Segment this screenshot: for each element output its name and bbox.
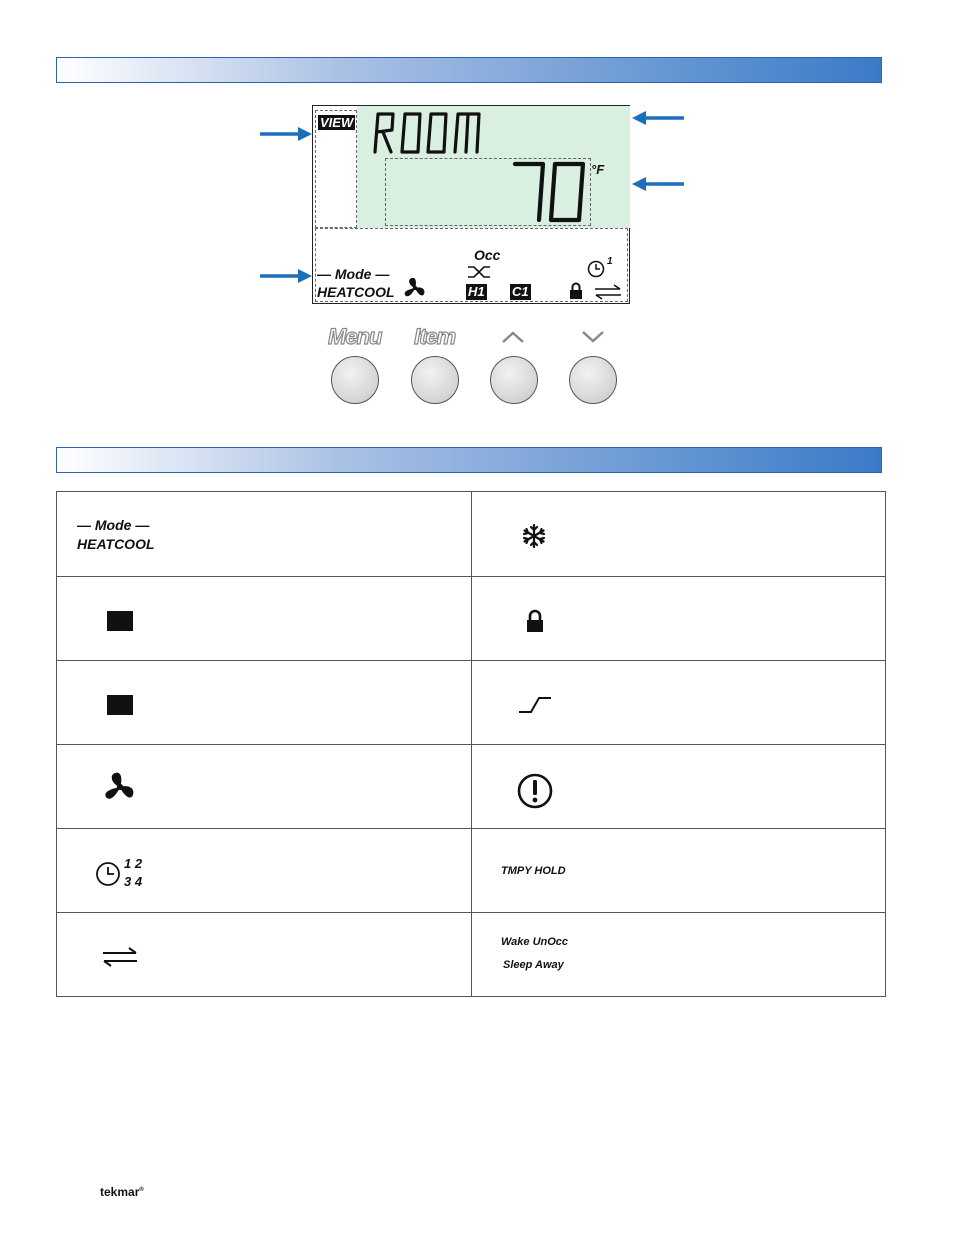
callout-arrow-number-field [630, 176, 686, 192]
occupancy-override-icon [517, 694, 553, 716]
schedule-digits-top: 1 2 [124, 856, 143, 871]
temperature-segment-value [509, 160, 589, 224]
legend-clock-schedule-icon [95, 861, 121, 887]
legend-mode-label: — Mode — [77, 517, 150, 533]
lcd-display [312, 105, 630, 304]
callout-arrow-item-field [630, 110, 686, 126]
sleep-away-label: Sleep Away [503, 959, 564, 971]
up-chevron-icon [501, 330, 525, 344]
callout-arrow-status-field [258, 268, 314, 284]
heat-stage-h1: H1 [468, 284, 485, 299]
lcd-item-field-left [357, 158, 385, 228]
room-segment-text [369, 110, 487, 156]
symbol-legend-table [56, 491, 886, 997]
legend-cool-stage-c1: C1 [109, 695, 131, 714]
lock-icon [569, 282, 583, 300]
menu-button-label: Menu [328, 324, 382, 349]
temperature-unit: °F [591, 162, 605, 177]
view-menu-label: VIEW [320, 115, 354, 130]
legend-network-communication-icon [101, 947, 139, 967]
section-header-bar-display [56, 57, 882, 83]
callout-arrow-view-menu [258, 126, 314, 142]
snowflake-icon [522, 524, 546, 548]
section-header-bar-symbols [56, 447, 882, 473]
legend-mode-value: HEATCOOL [77, 536, 155, 552]
occupancy-switch-icon [467, 264, 491, 280]
legend-fan-icon [103, 770, 137, 804]
down-button[interactable] [569, 356, 617, 404]
wake-unocc-label: Wake UnOcc [501, 936, 569, 948]
cool-stage-c1: C1 [512, 284, 529, 299]
item-button[interactable] [411, 356, 459, 404]
menu-button[interactable] [331, 356, 379, 404]
legend-lock-icon [525, 609, 545, 633]
mode-label: — Mode — [317, 266, 390, 282]
clock-schedule-icon [587, 260, 605, 278]
down-chevron-icon [581, 330, 605, 344]
network-communication-icon [593, 284, 623, 300]
item-button-label: Item [414, 324, 456, 349]
schedule-number: 1 [607, 256, 613, 267]
temporary-hold-label: TMPY HOLD [501, 865, 566, 877]
trademark-symbol: ® [139, 1187, 144, 1193]
brand-name: tekmar [100, 1185, 140, 1199]
mode-value: HEATCOOL [317, 284, 395, 300]
legend-heat-stage-h1: H1 [109, 611, 131, 630]
schedule-digits-bottom: 3 4 [124, 874, 143, 889]
warning-icon [516, 772, 554, 810]
tekmar-logo [100, 1185, 144, 1199]
fan-icon [403, 276, 427, 300]
occupied-label: Occ [474, 247, 501, 263]
up-button[interactable] [490, 356, 538, 404]
